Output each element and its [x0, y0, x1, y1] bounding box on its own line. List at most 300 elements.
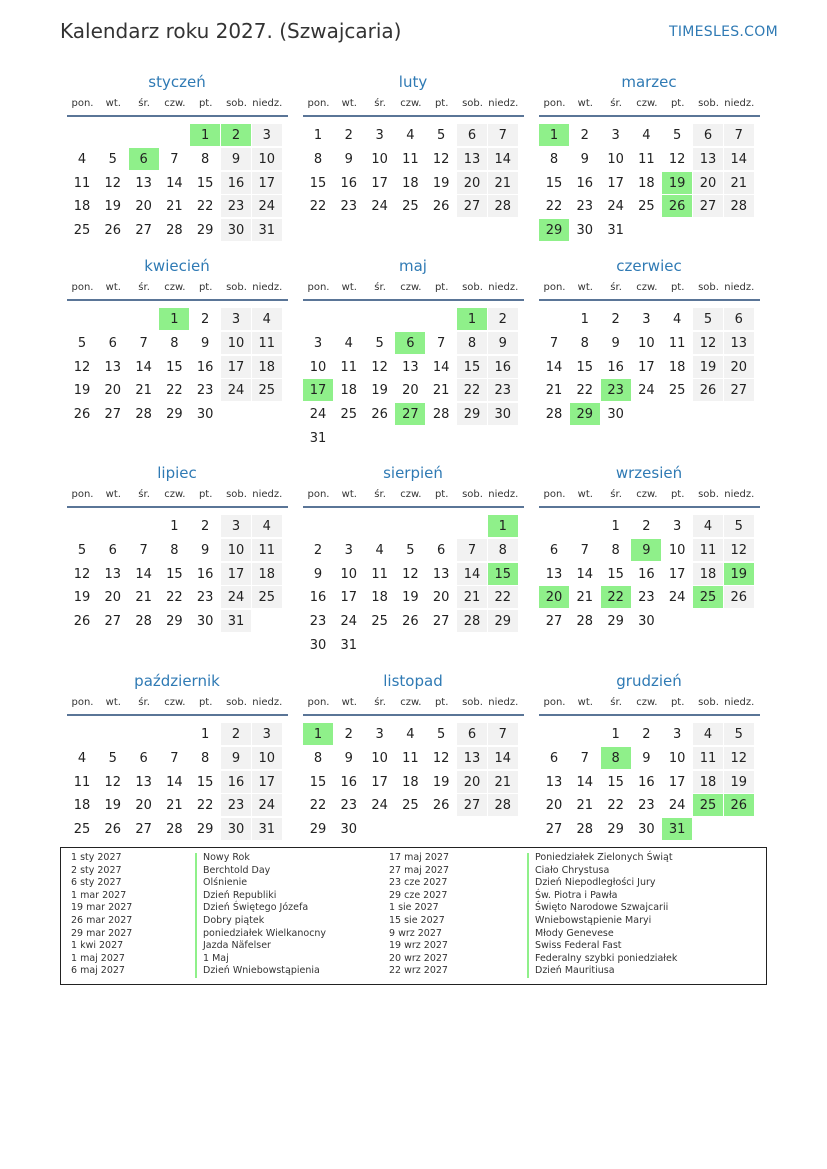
day-cell[interactable]: 25 — [73, 822, 91, 838]
day-cell[interactable]: 14 — [488, 148, 518, 170]
holiday-day-cell[interactable]: 19 — [724, 563, 754, 585]
day-cell[interactable]: 26 — [693, 379, 723, 401]
day-cell[interactable]: 5 — [437, 727, 446, 742]
day-cell[interactable]: 8 — [313, 750, 323, 766]
day-cell[interactable]: 23 — [340, 798, 358, 814]
day-cell[interactable]: 11 — [668, 335, 686, 351]
day-cell[interactable]: 25 — [252, 379, 282, 401]
day-cell[interactable]: 2 — [642, 727, 651, 742]
day-cell[interactable]: 18 — [73, 798, 91, 814]
day-cell[interactable]: 22 — [166, 383, 183, 399]
day-cell[interactable]: 15 — [545, 175, 563, 191]
day-cell[interactable]: 16 — [196, 566, 214, 582]
day-cell[interactable]: 11 — [73, 774, 91, 790]
day-cell[interactable]: 8 — [457, 332, 487, 354]
day-cell[interactable]: 8 — [549, 151, 559, 167]
day-cell[interactable]: 7 — [580, 750, 589, 766]
day-cell[interactable]: 17 — [340, 590, 358, 606]
day-cell[interactable]: 5 — [673, 128, 682, 143]
day-cell[interactable]: 27 — [724, 379, 754, 401]
day-cell[interactable]: 8 — [201, 750, 210, 766]
day-cell[interactable]: 12 — [104, 774, 122, 790]
day-cell[interactable]: 23 — [488, 379, 518, 401]
day-cell[interactable]: 25 — [638, 199, 655, 215]
day-cell[interactable]: 11 — [252, 332, 282, 354]
day-cell[interactable]: 10 — [638, 335, 655, 351]
holiday-day-cell[interactable]: 20 — [539, 586, 569, 608]
day-cell[interactable]: 9 — [488, 332, 518, 354]
day-cell[interactable]: 21 — [166, 798, 183, 814]
day-cell[interactable]: 3 — [252, 124, 282, 146]
day-cell[interactable]: 7 — [724, 124, 754, 146]
day-cell[interactable]: 25 — [402, 798, 419, 814]
day-cell[interactable]: 18 — [252, 356, 282, 378]
day-cell[interactable]: 10 — [252, 148, 282, 170]
day-cell[interactable]: 23 — [638, 590, 655, 606]
day-cell[interactable]: 27 — [135, 822, 152, 838]
day-cell[interactable]: 13 — [402, 359, 419, 375]
day-cell[interactable]: 24 — [607, 199, 624, 215]
day-cell[interactable]: 10 — [340, 566, 358, 582]
day-cell[interactable]: 9 — [221, 747, 251, 769]
holiday-day-cell[interactable]: 29 — [539, 219, 569, 241]
day-cell[interactable]: 23 — [221, 794, 251, 816]
day-cell[interactable]: 3 — [611, 128, 620, 143]
day-cell[interactable]: 12 — [432, 151, 450, 167]
day-cell[interactable]: 30 — [221, 219, 251, 241]
day-cell[interactable]: 1 — [611, 727, 620, 742]
day-cell[interactable]: 13 — [135, 774, 152, 790]
day-cell[interactable]: 7 — [139, 542, 148, 558]
day-cell[interactable]: 27 — [457, 195, 487, 217]
day-cell[interactable]: 17 — [607, 175, 624, 191]
day-cell[interactable]: 10 — [221, 539, 251, 561]
day-cell[interactable]: 22 — [309, 199, 327, 215]
day-cell[interactable]: 22 — [457, 379, 487, 401]
day-cell[interactable]: 13 — [104, 359, 122, 375]
day-cell[interactable]: 10 — [221, 332, 251, 354]
day-cell[interactable]: 28 — [135, 614, 152, 630]
day-cell[interactable]: 23 — [576, 199, 594, 215]
day-cell[interactable]: 6 — [437, 542, 446, 558]
day-cell[interactable]: 6 — [108, 335, 117, 351]
holiday-day-cell[interactable]: 22 — [601, 586, 631, 608]
day-cell[interactable]: 3 — [673, 519, 682, 534]
day-cell[interactable]: 12 — [402, 566, 419, 582]
day-cell[interactable]: 8 — [611, 542, 620, 558]
day-cell[interactable]: 4 — [406, 727, 415, 742]
day-cell[interactable]: 4 — [344, 335, 353, 351]
day-cell[interactable]: 24 — [668, 590, 686, 606]
day-cell[interactable]: 20 — [104, 590, 122, 606]
day-cell[interactable]: 5 — [108, 750, 117, 766]
day-cell[interactable]: 25 — [668, 383, 686, 399]
day-cell[interactable]: 30 — [196, 407, 214, 423]
day-cell[interactable]: 20 — [457, 771, 487, 793]
day-cell[interactable]: 2 — [221, 723, 251, 745]
day-cell[interactable]: 25 — [402, 199, 419, 215]
day-cell[interactable]: 18 — [638, 175, 655, 191]
day-cell[interactable]: 15 — [607, 774, 624, 790]
day-cell[interactable]: 27 — [135, 223, 152, 239]
day-cell[interactable]: 21 — [135, 383, 152, 399]
day-cell[interactable]: 12 — [104, 175, 122, 191]
day-cell[interactable]: 14 — [166, 774, 183, 790]
day-cell[interactable]: 29 — [607, 614, 624, 630]
day-cell[interactable]: 9 — [201, 542, 210, 558]
holiday-day-cell[interactable]: 1 — [488, 515, 518, 537]
day-cell[interactable]: 11 — [340, 359, 358, 375]
day-cell[interactable]: 9 — [344, 750, 353, 766]
day-cell[interactable]: 14 — [166, 175, 183, 191]
day-cell[interactable]: 24 — [252, 794, 282, 816]
day-cell[interactable]: 2 — [201, 519, 210, 534]
day-cell[interactable]: 1 — [170, 519, 179, 534]
day-cell[interactable]: 4 — [693, 723, 723, 745]
day-cell[interactable]: 6 — [724, 308, 754, 330]
day-cell[interactable]: 24 — [252, 195, 282, 217]
day-cell[interactable]: 6 — [457, 124, 487, 146]
day-cell[interactable]: 15 — [166, 359, 183, 375]
day-cell[interactable]: 10 — [668, 750, 686, 766]
day-cell[interactable]: 13 — [545, 774, 563, 790]
day-cell[interactable]: 16 — [488, 356, 518, 378]
day-cell[interactable]: 5 — [724, 723, 754, 745]
day-cell[interactable]: 30 — [638, 822, 655, 838]
day-cell[interactable]: 6 — [457, 723, 487, 745]
day-cell[interactable]: 14 — [576, 566, 594, 582]
day-cell[interactable]: 5 — [724, 515, 754, 537]
day-cell[interactable]: 29 — [457, 403, 487, 425]
day-cell[interactable]: 30 — [488, 403, 518, 425]
day-cell[interactable]: 23 — [638, 798, 655, 814]
day-cell[interactable]: 10 — [371, 750, 388, 766]
day-cell[interactable]: 28 — [166, 822, 183, 838]
day-cell[interactable]: 31 — [309, 431, 327, 446]
day-cell[interactable]: 26 — [371, 407, 388, 423]
day-cell[interactable]: 8 — [313, 151, 323, 167]
day-cell[interactable]: 12 — [724, 747, 754, 769]
day-cell[interactable]: 9 — [201, 335, 210, 351]
holiday-day-cell[interactable]: 1 — [159, 308, 189, 330]
day-cell[interactable]: 29 — [196, 223, 214, 239]
day-cell[interactable]: 10 — [371, 151, 388, 167]
day-cell[interactable]: 29 — [196, 822, 214, 838]
day-cell[interactable]: 11 — [638, 151, 655, 167]
day-cell[interactable]: 20 — [402, 383, 419, 399]
day-cell[interactable]: 11 — [73, 175, 91, 191]
day-cell[interactable]: 21 — [576, 590, 594, 606]
day-cell[interactable]: 24 — [340, 614, 358, 630]
day-cell[interactable]: 16 — [638, 566, 655, 582]
day-cell[interactable]: 14 — [724, 148, 754, 170]
day-cell[interactable]: 13 — [693, 148, 723, 170]
day-cell[interactable]: 5 — [77, 335, 87, 351]
day-cell[interactable]: 14 — [432, 359, 450, 375]
day-cell[interactable]: 16 — [340, 774, 358, 790]
day-cell[interactable]: 7 — [488, 723, 518, 745]
day-cell[interactable]: 22 — [545, 199, 563, 215]
day-cell[interactable]: 3 — [313, 335, 323, 351]
day-cell[interactable]: 10 — [607, 151, 624, 167]
day-cell[interactable]: 13 — [135, 175, 152, 191]
day-cell[interactable]: 15 — [457, 356, 487, 378]
day-cell[interactable]: 6 — [693, 124, 723, 146]
day-cell[interactable]: 8 — [580, 335, 589, 351]
day-cell[interactable]: 26 — [73, 407, 91, 423]
holiday-day-cell[interactable]: 23 — [601, 379, 631, 401]
day-cell[interactable]: 28 — [488, 794, 518, 816]
day-cell[interactable]: 21 — [135, 590, 152, 606]
day-cell[interactable]: 19 — [73, 383, 91, 399]
day-cell[interactable]: 13 — [545, 566, 563, 582]
day-cell[interactable]: 24 — [638, 383, 655, 399]
day-cell[interactable]: 7 — [170, 151, 179, 167]
day-cell[interactable]: 23 — [196, 383, 214, 399]
day-cell[interactable]: 11 — [693, 539, 723, 561]
day-cell[interactable]: 26 — [432, 798, 450, 814]
day-cell[interactable]: 30 — [221, 818, 251, 840]
day-cell[interactable]: 25 — [73, 223, 91, 239]
day-cell[interactable]: 9 — [611, 335, 620, 351]
day-cell[interactable]: 21 — [166, 199, 183, 215]
day-cell[interactable]: 27 — [104, 407, 122, 423]
day-cell[interactable]: 4 — [252, 308, 282, 330]
day-cell[interactable]: 24 — [309, 407, 327, 423]
day-cell[interactable]: 20 — [135, 199, 152, 215]
day-cell[interactable]: 23 — [221, 195, 251, 217]
day-cell[interactable]: 11 — [252, 539, 282, 561]
day-cell[interactable]: 3 — [673, 727, 682, 742]
day-cell[interactable]: 30 — [196, 614, 214, 630]
day-cell[interactable]: 12 — [73, 566, 91, 582]
day-cell[interactable]: 7 — [437, 335, 446, 351]
day-cell[interactable]: 15 — [196, 774, 214, 790]
day-cell[interactable]: 17 — [371, 774, 388, 790]
holiday-day-cell[interactable]: 1 — [190, 124, 220, 146]
holiday-day-cell[interactable]: 2 — [221, 124, 251, 146]
day-cell[interactable]: 18 — [371, 590, 388, 606]
day-cell[interactable]: 19 — [432, 774, 450, 790]
day-cell[interactable]: 26 — [402, 614, 419, 630]
day-cell[interactable]: 9 — [221, 148, 251, 170]
day-cell[interactable]: 29 — [166, 614, 183, 630]
day-cell[interactable]: 28 — [488, 195, 518, 217]
day-cell[interactable]: 11 — [402, 750, 419, 766]
day-cell[interactable]: 18 — [668, 359, 686, 375]
day-cell[interactable]: 14 — [135, 359, 152, 375]
day-cell[interactable]: 18 — [73, 199, 91, 215]
day-cell[interactable]: 7 — [457, 539, 487, 561]
day-cell[interactable]: 21 — [724, 172, 754, 194]
day-cell[interactable]: 4 — [673, 312, 682, 327]
day-cell[interactable]: 22 — [196, 798, 214, 814]
day-cell[interactable]: 18 — [402, 774, 419, 790]
day-cell[interactable]: 9 — [344, 151, 353, 167]
day-cell[interactable]: 18 — [340, 383, 358, 399]
day-cell[interactable]: 4 — [406, 128, 415, 143]
day-cell[interactable]: 12 — [432, 750, 450, 766]
day-cell[interactable]: 2 — [611, 312, 620, 327]
day-cell[interactable]: 31 — [607, 223, 624, 239]
day-cell[interactable]: 2 — [201, 312, 210, 327]
day-cell[interactable]: 5 — [77, 542, 87, 558]
day-cell[interactable]: 27 — [104, 614, 122, 630]
day-cell[interactable]: 6 — [549, 542, 559, 558]
day-cell[interactable]: 1 — [611, 519, 620, 534]
day-cell[interactable]: 26 — [104, 223, 122, 239]
holiday-day-cell[interactable]: 27 — [395, 403, 425, 425]
day-cell[interactable]: 29 — [166, 407, 183, 423]
day-cell[interactable]: 31 — [252, 219, 282, 241]
day-cell[interactable]: 26 — [724, 586, 754, 608]
day-cell[interactable]: 16 — [576, 175, 594, 191]
day-cell[interactable]: 18 — [252, 563, 282, 585]
day-cell[interactable]: 24 — [221, 586, 251, 608]
day-cell[interactable]: 28 — [135, 407, 152, 423]
holiday-day-cell[interactable]: 26 — [662, 195, 692, 217]
day-cell[interactable]: 29 — [488, 610, 518, 632]
day-cell[interactable]: 28 — [576, 614, 594, 630]
day-cell[interactable]: 18 — [402, 175, 419, 191]
day-cell[interactable]: 16 — [340, 175, 358, 191]
day-cell[interactable]: 1 — [313, 128, 323, 143]
day-cell[interactable]: 11 — [371, 566, 388, 582]
day-cell[interactable]: 27 — [432, 614, 450, 630]
day-cell[interactable]: 28 — [166, 223, 183, 239]
day-cell[interactable]: 17 — [252, 771, 282, 793]
day-cell[interactable]: 13 — [724, 332, 754, 354]
day-cell[interactable]: 20 — [432, 590, 450, 606]
day-cell[interactable]: 14 — [457, 563, 487, 585]
holiday-day-cell[interactable]: 1 — [539, 124, 569, 146]
day-cell[interactable]: 13 — [457, 747, 487, 769]
day-cell[interactable]: 19 — [104, 199, 122, 215]
day-cell[interactable]: 30 — [607, 407, 624, 423]
day-cell[interactable]: 19 — [371, 383, 388, 399]
holiday-day-cell[interactable]: 25 — [693, 586, 723, 608]
day-cell[interactable]: 27 — [545, 614, 563, 630]
day-cell[interactable]: 15 — [196, 175, 214, 191]
day-cell[interactable]: 16 — [221, 172, 251, 194]
day-cell[interactable]: 5 — [108, 151, 117, 167]
day-cell[interactable]: 7 — [580, 542, 589, 558]
day-cell[interactable]: 31 — [221, 610, 251, 632]
day-cell[interactable]: 6 — [139, 750, 148, 766]
day-cell[interactable]: 18 — [693, 771, 723, 793]
holiday-day-cell[interactable]: 1 — [303, 723, 333, 745]
day-cell[interactable]: 17 — [668, 566, 686, 582]
day-cell[interactable]: 15 — [309, 175, 327, 191]
day-cell[interactable]: 22 — [488, 586, 518, 608]
holiday-day-cell[interactable]: 8 — [601, 747, 631, 769]
day-cell[interactable]: 2 — [580, 128, 589, 143]
day-cell[interactable]: 12 — [668, 151, 686, 167]
day-cell[interactable]: 18 — [693, 563, 723, 585]
day-cell[interactable]: 12 — [693, 332, 723, 354]
day-cell[interactable]: 10 — [668, 542, 686, 558]
day-cell[interactable]: 16 — [221, 771, 251, 793]
day-cell[interactable]: 29 — [607, 822, 624, 838]
holiday-day-cell[interactable]: 29 — [570, 403, 600, 425]
day-cell[interactable]: 24 — [371, 798, 388, 814]
day-cell[interactable]: 4 — [77, 151, 87, 167]
day-cell[interactable]: 12 — [73, 359, 91, 375]
day-cell[interactable]: 19 — [402, 590, 419, 606]
day-cell[interactable]: 21 — [432, 383, 450, 399]
day-cell[interactable]: 6 — [108, 542, 117, 558]
day-cell[interactable]: 23 — [309, 614, 327, 630]
day-cell[interactable]: 30 — [309, 638, 327, 653]
day-cell[interactable]: 2 — [313, 542, 323, 558]
day-cell[interactable]: 20 — [104, 383, 122, 399]
day-cell[interactable]: 9 — [313, 566, 323, 582]
day-cell[interactable]: 8 — [201, 151, 210, 167]
day-cell[interactable]: 19 — [104, 798, 122, 814]
day-cell[interactable]: 25 — [252, 586, 282, 608]
holiday-day-cell[interactable]: 6 — [129, 148, 159, 170]
day-cell[interactable]: 3 — [375, 128, 384, 143]
day-cell[interactable]: 19 — [693, 356, 723, 378]
day-cell[interactable]: 16 — [607, 359, 624, 375]
holiday-day-cell[interactable]: 15 — [488, 563, 518, 585]
day-cell[interactable]: 14 — [545, 359, 563, 375]
day-cell[interactable]: 24 — [371, 199, 388, 215]
day-cell[interactable]: 25 — [371, 614, 388, 630]
day-cell[interactable]: 16 — [638, 774, 655, 790]
day-cell[interactable]: 28 — [545, 407, 563, 423]
day-cell[interactable]: 17 — [221, 563, 251, 585]
day-cell[interactable]: 21 — [457, 586, 487, 608]
day-cell[interactable]: 6 — [549, 750, 559, 766]
day-cell[interactable]: 4 — [375, 542, 384, 558]
day-cell[interactable]: 19 — [432, 175, 450, 191]
day-cell[interactable]: 30 — [638, 614, 655, 630]
day-cell[interactable]: 28 — [724, 195, 754, 217]
day-cell[interactable]: 10 — [252, 747, 282, 769]
day-cell[interactable]: 24 — [668, 798, 686, 814]
day-cell[interactable]: 21 — [576, 798, 594, 814]
holiday-day-cell[interactable]: 31 — [662, 818, 692, 840]
brand-logo[interactable]: TIMESLES.COM — [669, 24, 778, 40]
day-cell[interactable]: 9 — [642, 750, 651, 766]
day-cell[interactable]: 14 — [576, 774, 594, 790]
day-cell[interactable]: 15 — [309, 774, 327, 790]
day-cell[interactable]: 12 — [371, 359, 388, 375]
day-cell[interactable]: 7 — [549, 335, 559, 351]
day-cell[interactable]: 15 — [576, 359, 594, 375]
holiday-day-cell[interactable]: 26 — [724, 794, 754, 816]
day-cell[interactable]: 22 — [607, 798, 624, 814]
day-cell[interactable]: 31 — [340, 638, 358, 653]
day-cell[interactable]: 4 — [693, 515, 723, 537]
day-cell[interactable]: 22 — [196, 199, 214, 215]
day-cell[interactable]: 21 — [488, 771, 518, 793]
day-cell[interactable]: 7 — [170, 750, 179, 766]
day-cell[interactable]: 22 — [166, 590, 183, 606]
day-cell[interactable]: 16 — [309, 590, 327, 606]
day-cell[interactable]: 8 — [488, 539, 518, 561]
day-cell[interactable]: 22 — [576, 383, 594, 399]
day-cell[interactable]: 1 — [580, 312, 589, 327]
day-cell[interactable]: 9 — [580, 151, 589, 167]
day-cell[interactable]: 14 — [488, 747, 518, 769]
day-cell[interactable]: 28 — [432, 407, 450, 423]
day-cell[interactable]: 20 — [135, 798, 152, 814]
day-cell[interactable]: 23 — [196, 590, 214, 606]
holiday-day-cell[interactable]: 25 — [693, 794, 723, 816]
day-cell[interactable]: 21 — [545, 383, 563, 399]
